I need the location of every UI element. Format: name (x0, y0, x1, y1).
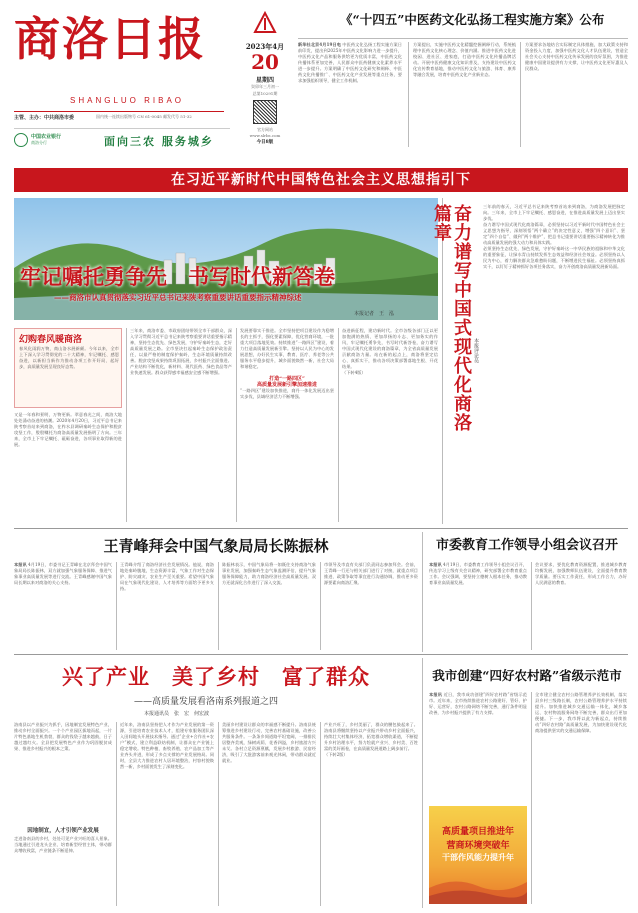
bank-logo-icon (14, 133, 28, 147)
meta-item: 国内统一连续出版物号 (96, 114, 136, 119)
edition-count: 今日8版 (256, 140, 274, 145)
top-story-title: 《“十四五”中医药文化弘扬工程实施方案》公布 (340, 12, 605, 27)
top-story: 《“十四五”中医药文化弘扬工程实施方案》公布 新华社北京4月19日电 中医药文化弘扬工程实施方案日前印发，提出到2025年中医药文化影响力进一步提升，中医药文化产品和服务供给更为优质丰富，中医药文化传播体系更加完善，人民群众中医药健康文化素养水平进一步提升。方案明确了中医药文化研究和阐释、中医药文化传播推广、中医药文化产业发展等重点任务，要求加强组织领导，健全工作机制。 方案提出，实施中医药文化精髓挖掘阐释行动，系统梳理中医药文化核心理念、价值内涵。推进中医药文化进校园、进社区、进家庭，打造中医药文化传播品牌活动。开展中医药健康文化知识普及，支持建设中医药文化宣传教育基地，推动中医药文化与旅游、体育、康养等融合发展，培育中医药文化产业新业态。 方案要求各地结合实际制定具体措施，加大政策支持和资金投入力度，加强中医药文化人才队伍建设，营造全社会关心支持中医药文化传承发展的良好氛围，为推进健康中国建设提供有力支撑，让中医药文化更好惠及人民群众。 (298, 10, 628, 150)
meta-item: CN 61-0045 (137, 114, 162, 119)
story4-byline: 本报通讯员 张 宏 何宏波 (144, 711, 210, 717)
meta-item: 邮发代号 51-32 (163, 114, 192, 119)
lead-tag: 幻购春风暖商洛 (19, 335, 83, 345)
dateline: 本报讯 (429, 692, 443, 697)
commentary-byline: 本报评论员 (473, 338, 479, 363)
paper-logo-icon (252, 10, 278, 36)
story-rural-roads: 我市创建“四好农村路”省级示范市 本报讯 近日，我市成功创建“四好农村路”省级示范市。近年来，全市持续推进农村公路建好、管好、护好、运营好，农村公路网络不断完善，通行条件明显改善，为乡村振兴提供了有力支撑。 全市建立健全农村公路管理养护长效机制，落实县乡村三级路长制，农村公路管理养护水平持续提升。加快推进城乡交通运输一体化，城乡客运、农村物流服务网络不断完善，群众出行更加便捷。下一步，我市将以此为新起点，持续推动“四好农村路”高质量发展，为加快建设现代化商洛提供坚实的交通运输保障。 高质量项目推进年 营商环境突破年 干部作风能力提升年 (422, 658, 628, 908)
bank-sub: 商洛分行 (31, 140, 47, 145)
banner-text: 在习近平新时代中国特色社会主义思想指引下 (171, 172, 471, 188)
story-luonan: 兴了产业 美了乡村 富了群众 ——高质量发展看洛南系列报道之四 本报通讯员 张 宏 何宏波 洛南县以产业振兴为抓手，因地制宜发展特色产业，推动乡村全面振兴。一个个产业园区拔地而起，一片片特色基地生机勃勃，群众的钱袋子越来越鼓，日子越过越红火。全县把发展特色产业作为巩固脱贫成果、推进乡村振兴的根本之策。 因地制宜，人才引领产业发展 走进洛南县的乡村，处处可见产业兴旺的喜人景象。当地通过引进龙头企业、培育新型经营主体，带动群众增收致富，产业链条不断延伸。 近年来，洛南县坚持把人才作为产业发展的第一资源，引进培育农业技术人才，组建专家服务团队深入田间地头开展技术指导。通过“企业+合作社+农户”模式，建立利益联结机制，让群众在产业链上稳定增收。特色种植、畜牧养殖、农产品加工等产业齐头并进，形成了多点支撑的产业发展格局。同时，全县大力推进农村人居环境整治，村容村貌焕然一新，乡村面貌发生了深刻变化。 美丽乡村建设让群众的幸福感不断提升。洛南县统筹推进乡村建设行动，完善农村基础设施，改善公共服务条件。一条条乡间道路平坦宽阔，一排排民居整齐美观，绿树成荫、花香四溢，乡村旅游方兴未艾。各村立足资源禀赋，发展乡村旅游、民宿经济，吸引了大批游客前来观光休闲，带动群众就近就业。 产业兴旺了，乡村美丽了，群众的腰包鼓起来了。洛南县将继续坚持以产业振兴带动乡村全面振兴，持续壮大村集体经济，拓宽群众增收渠道，不断提升乡村治理水平，努力绘就产业兴、乡村美、百姓富的美好画卷，在高质量发展道路上阔步前行。 （下转2版） (14, 658, 418, 908)
date-line: 2023年4月 (245, 42, 285, 51)
lead-continue: （下转4版） (342, 370, 366, 375)
ad-poster (429, 806, 527, 904)
sponsor-line: 主管、主办：中共商洛市委 (14, 115, 75, 121)
ad-line-1: 高质量项目推进年 (441, 827, 514, 837)
weekday: 星期四 (255, 77, 274, 84)
date-box (238, 8, 292, 148)
lead-title: 牢记嘱托勇争先 书写时代新答卷 (20, 264, 335, 289)
qr-code-icon (253, 100, 277, 124)
story4-sidebar: 因地制宜，人才引领产业发展 (27, 828, 99, 834)
newspaper-pinyin: SHANGLUO RIBAO (70, 96, 185, 105)
commentary: 奋力谱写中国式现代化商洛篇章 本报评论员 三年前的春天，习近平总书记来陕考察首站来到商洛，为商洛发展把脉定向。三年来，全市上下牢记嘱托、感恩奋进，在推进高质量发展上迈出坚实步伐。 奋力谱写中国式现代化商洛篇章，必须坚持以习近平新时代中国特色社会主义思想为指导，深刻领悟“两个确立”的决定性意义，增强“四个意识”、坚定“四个自信”、做到“两个维护”，把总书记重要讲话重要指示精神转化为推动高质量发展的强大动力和具体实践。 必须坚持生态优先、绿色发展，守护好秦岭这一中华民族的祖脉和中华文化的重要象征，让绿水青山持续发挥生态效益和经济社会效益。必须坚持以人民为中心，着力解决群众急难愁盼问题，不断增进民生福祉。必须坚持真抓实干，以钉钉子精神抓好各项任务落实，奋力开创商洛高质量发展新局面。 (442, 198, 628, 524)
bank-name: 中国农业银行 (31, 134, 62, 140)
lunar-date: 癸卯年三月初一 (251, 84, 279, 89)
story4-subtitle: ——高质量发展看洛南系列报道之四 (134, 697, 279, 707)
bank-ad (14, 128, 230, 150)
site-label: 官方网站 (257, 127, 273, 132)
lead-box-title: 打造“一路四区” (269, 376, 305, 382)
lead-box-sub: 高质量发展新引擎加速推进 (256, 382, 317, 388)
dateline: 本报讯 (14, 562, 27, 567)
newspaper-title: 商洛日报 (14, 12, 206, 66)
dateline: 新华社北京4月19日电 (298, 42, 341, 47)
date-day: 20 (251, 50, 279, 74)
story-education: 市委教育工作领导小组会议召开 本报讯 4月19日，市委教育工作领导小组会议召开，传达学习上级有关会议精神，研究部署全市教育重点工作。会议强调，要坚持立德树人根本任务，推动教育事业高质量发展。 会议要求，要优化教育资源配置，推进城乡教育均衡发展，加强教师队伍建设，全面提升教育教学质量。要压实工作责任，形成工作合力，办好人民满意的教育。 (422, 532, 628, 652)
story4-continue: （下转2版） (324, 752, 348, 757)
ad-decoration-image (429, 868, 527, 904)
ad-line-2: 营商环境突破年 (446, 841, 510, 851)
dateline: 本报讯 (429, 562, 442, 567)
issue-number: 总第10291期 (252, 91, 278, 96)
banner (14, 168, 628, 192)
lead-byline: 本报记者 王 泓 (354, 311, 395, 317)
story2-title: 王青峰拜会中国气象局局长陈振林 (103, 537, 329, 555)
lead-headline (14, 264, 438, 320)
story5-title: 我市创建“四好农村路”省级示范市 (432, 668, 622, 683)
ad-line-3: 干部作风能力提升年 (442, 852, 514, 862)
story-meteorology: 王青峰拜会中国气象局局长陈振林 本报讯 4月19日，市委书记王青峰在北京拜会中国气象局局长陈振林，双方就加强气象服务保障、推进气象事业高质量发展等进行交流。王青峰感谢中国气象局长期以来对商洛的关心支持。 王青峰介绍了商洛经济社会发展情况。他说，商洛地处秦岭腹地，生态资源丰富，气象工作对生态保护、防灾减灾、农业生产至关重要。希望中国气象局在气象现代化建设、人才培养等方面给予更多支持。 陈振林表示，中国气象局将一如既往支持商洛气象事业发展，加强秦岭生态气象监测评估，提升气象服务保障能力，助力商洛经济社会高质量发展。双方还就深化合作进行了深入交流。 市领导及市直有关部门负责同志参加拜会。会前，王青峰一行还与相关部门进行了对接，就重点项目推进、政策争取等事宜进行沟通协调，推动更多资源要素向商洛汇聚。 (14, 532, 418, 652)
bank-slogan: 面向三农 服务城乡 (104, 135, 214, 148)
lead-tag-box: 幻购春风暖商洛 春风化雨润万物，商山洛水展新颜。今年以来，全市上下深入学习贯彻党的二十大精神，牢记嘱托、感恩奋进，以新担当新作为推动各项工作开好局、起好步，高质量发展呈现良好态势。 (14, 328, 122, 408)
masthead (14, 14, 224, 134)
story4-title: 兴了产业 美了乡村 富了群众 (62, 664, 370, 689)
masthead-rule (14, 111, 224, 112)
lead-subtitle: ——商洛市认真贯彻落实习近平总书记来陕考察重要讲话重要指示精神综述 (54, 293, 302, 302)
story3-title: 市委教育工作领导小组会议召开 (435, 538, 618, 553)
site-url: www.slrbs.com (249, 133, 281, 138)
commentary-title: 奋力谱写中国式现代化商洛篇章 (431, 204, 472, 432)
